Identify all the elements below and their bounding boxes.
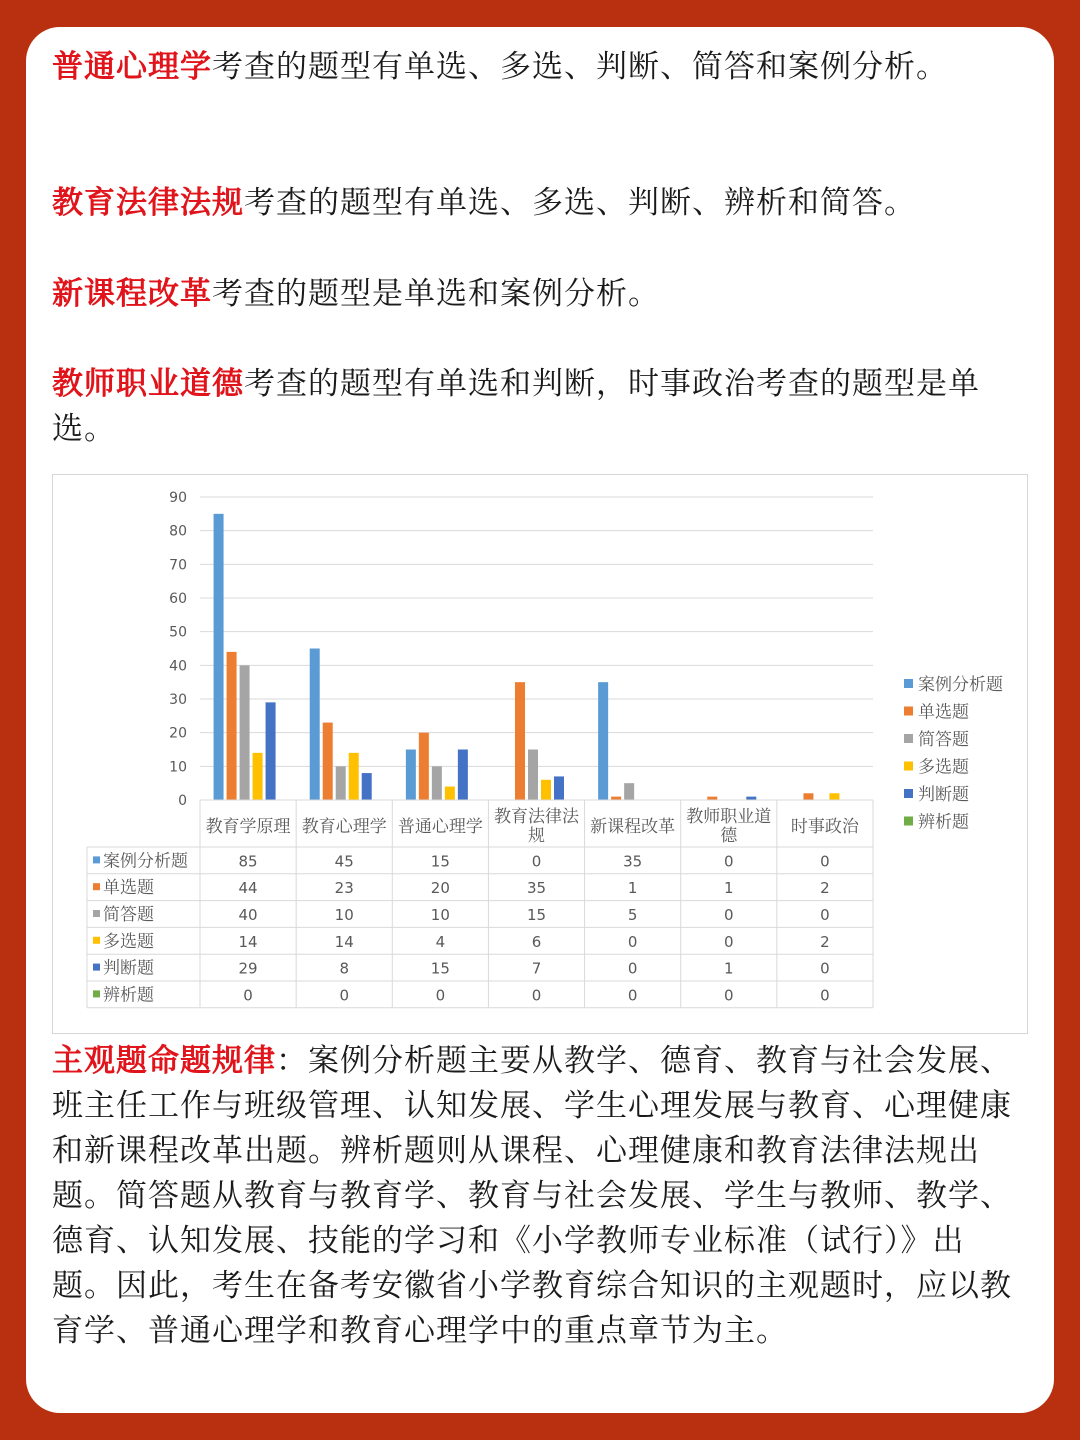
bar-判断题-教育学原理	[266, 702, 276, 800]
data-label: 0	[627, 932, 638, 951]
data-label: 14	[238, 932, 258, 951]
data-label: 20	[430, 879, 450, 898]
highlight-subject: 主观题命题规律	[52, 1043, 276, 1079]
bar-多选题-普通心理学	[445, 787, 455, 800]
legend-swatch	[904, 734, 913, 743]
data-label: 0	[339, 986, 349, 1005]
data-label: 0	[531, 986, 542, 1005]
y-tick-label: 80	[169, 523, 187, 540]
data-label: 14	[334, 932, 354, 951]
bar-简答题-教育法律法规	[528, 750, 538, 801]
data-label: 0	[820, 906, 830, 924]
bar-案例分析题-教育心理学	[310, 649, 320, 801]
data-label: 29	[238, 959, 258, 978]
legend-swatch	[904, 762, 913, 771]
table-series-swatch	[93, 937, 100, 944]
y-tick-label: 90	[169, 490, 187, 506]
paragraph-text: 考查的题型是单选和案例分析。	[212, 276, 660, 312]
table-series-label: 辨析题	[103, 985, 154, 1006]
data-label: 0	[820, 852, 830, 871]
bar-单选题-教育法律法规	[515, 682, 525, 800]
data-label: 0	[724, 932, 734, 951]
table-series-swatch	[93, 856, 100, 863]
table-series-swatch	[93, 990, 100, 997]
y-tick-label: 20	[169, 725, 187, 742]
bar-单选题-教育学原理	[227, 652, 237, 800]
data-label: 0	[820, 986, 830, 1005]
data-label: 8	[339, 959, 349, 978]
legend-swatch	[904, 679, 913, 688]
intro-paragraph-teacher-ethics	[52, 362, 1012, 452]
table-series-swatch	[93, 964, 100, 971]
data-label: 0	[724, 986, 734, 1005]
bar-简答题-教育学原理	[240, 665, 250, 800]
y-tick-label: 40	[169, 658, 187, 675]
bar-单选题-教育心理学	[323, 723, 333, 800]
category-label: 教育法律法	[494, 807, 579, 827]
data-label: 7	[531, 959, 542, 978]
bar-多选题-时事政治	[829, 793, 839, 800]
legend-label: 简答题	[918, 730, 969, 750]
intro-paragraph-education-law	[52, 181, 1012, 226]
bar-单选题-教师职业道德	[707, 797, 717, 800]
bar-简答题-普通心理学	[432, 766, 442, 800]
data-label: 15	[430, 852, 450, 871]
data-label: 35	[526, 879, 547, 898]
y-tick-label: 50	[169, 624, 187, 641]
data-label: 5	[627, 906, 638, 924]
y-tick-label: 60	[169, 591, 187, 607]
bar-单选题-时事政治	[803, 793, 813, 800]
data-label: 85	[238, 852, 258, 871]
data-label: 45	[334, 852, 354, 871]
bar-多选题-教育心理学	[349, 753, 359, 800]
data-label: 0	[724, 906, 734, 924]
y-tick-label: 70	[169, 557, 187, 574]
data-label: 0	[243, 986, 253, 1005]
highlight-subject: 教师职业道德	[52, 366, 244, 402]
bar-案例分析题-教育学原理	[214, 514, 224, 800]
paragraph-text: ：案例分析题主要从教学、德育、教育与社会发展、班主任工作与班级管理、认知发展、学生心理发展与教育、心理健康和新课程改革出题。辨析题则从课程、心理健康和教育法律法规出题。简答题从教育与教育学、教育与社会发展、学生与教师、教学、德育、认知发展、技能的学习和《小学教师专业标准（试行）》出题。因此，考生在备考安徽省小学教育综合知识的主观题时，应以教育学、普通心理学和教育心理学中的重点章节为主。	[52, 1043, 1012, 1349]
data-label: 10	[334, 906, 354, 924]
legend-swatch	[904, 789, 913, 798]
legend-label: 辨析题	[918, 812, 969, 833]
category-label: 时事政治	[790, 817, 859, 837]
data-label: 1	[724, 959, 734, 978]
paragraph-text: 考查的题型有单选和判断，时事政治考查的题型是单选。	[52, 366, 980, 447]
category-label: 德	[720, 826, 738, 846]
data-label: 0	[820, 959, 830, 978]
content-card	[26, 27, 1054, 1413]
data-label: 35	[623, 852, 643, 871]
legend-label: 单选题	[918, 702, 969, 723]
table-series-swatch	[93, 910, 100, 917]
bar-chart	[53, 475, 1027, 1033]
table-series-label: 单选题	[103, 878, 154, 899]
data-label: 6	[531, 932, 542, 951]
y-tick-label: 10	[169, 759, 187, 776]
data-label: 0	[435, 986, 446, 1005]
intro-paragraph-general-psychology	[52, 45, 1012, 90]
category-label: 规	[528, 826, 545, 846]
paragraph-text: 考查的题型有单选、多选、判断、辨析和简答。	[244, 185, 916, 221]
bar-判断题-教师职业道德	[746, 797, 756, 800]
bar-简答题-新课程改革	[624, 783, 634, 800]
data-label: 0	[531, 852, 542, 871]
highlight-subject: 教育法律法规	[52, 185, 244, 221]
bar-案例分析题-新课程改革	[598, 682, 608, 800]
data-label: 1	[627, 879, 638, 898]
data-label: 44	[238, 879, 258, 898]
conclusion-paragraph	[52, 1039, 1012, 1354]
legend-label: 多选题	[918, 757, 969, 778]
data-label: 23	[334, 879, 354, 898]
data-label: 0	[724, 852, 734, 871]
category-label: 教育心理学	[301, 817, 387, 837]
highlight-subject: 新课程改革	[52, 276, 212, 312]
bar-单选题-普通心理学	[419, 733, 429, 800]
bar-多选题-教育法律法规	[541, 780, 551, 800]
legend-label: 案例分析题	[918, 675, 1003, 695]
bar-简答题-教育心理学	[336, 766, 346, 800]
data-label: 15	[526, 906, 547, 924]
category-label: 普通心理学	[397, 817, 483, 837]
data-label: 4	[435, 932, 446, 951]
legend-swatch	[904, 707, 913, 716]
data-label: 1	[724, 879, 734, 898]
bar-判断题-教育心理学	[362, 773, 372, 800]
legend-swatch	[904, 817, 913, 826]
data-label: 15	[430, 959, 450, 978]
intro-paragraph-curriculum-reform	[52, 272, 1012, 317]
y-tick-label: 0	[178, 793, 187, 809]
data-label: 40	[238, 906, 258, 924]
table-series-label: 判断题	[103, 958, 154, 979]
data-label: 2	[820, 932, 830, 951]
bar-判断题-普通心理学	[458, 750, 468, 801]
bar-多选题-教育学原理	[253, 753, 263, 800]
paragraph-text: 考查的题型有单选、多选、判断、简答和案例分析。	[212, 49, 948, 85]
category-label: 新课程改革	[590, 817, 676, 837]
table-series-swatch	[93, 883, 100, 890]
table-series-label: 多选题	[103, 931, 154, 952]
category-label: 教师职业道	[686, 807, 772, 827]
data-label: 0	[627, 986, 638, 1005]
data-label: 0	[627, 959, 638, 978]
data-label: 2	[820, 879, 830, 898]
highlight-subject: 普通心理学	[52, 49, 212, 85]
data-label: 10	[430, 906, 450, 924]
chart-container	[52, 474, 1028, 1034]
legend-label: 判断题	[918, 785, 969, 805]
bar-判断题-教育法律法规	[554, 776, 564, 800]
table-series-label: 简答题	[103, 905, 154, 925]
y-tick-label: 30	[169, 692, 187, 708]
bar-单选题-新课程改革	[611, 797, 621, 800]
bar-案例分析题-普通心理学	[406, 750, 416, 801]
table-series-label: 案例分析题	[103, 851, 188, 872]
category-label: 教育学原理	[205, 817, 291, 837]
